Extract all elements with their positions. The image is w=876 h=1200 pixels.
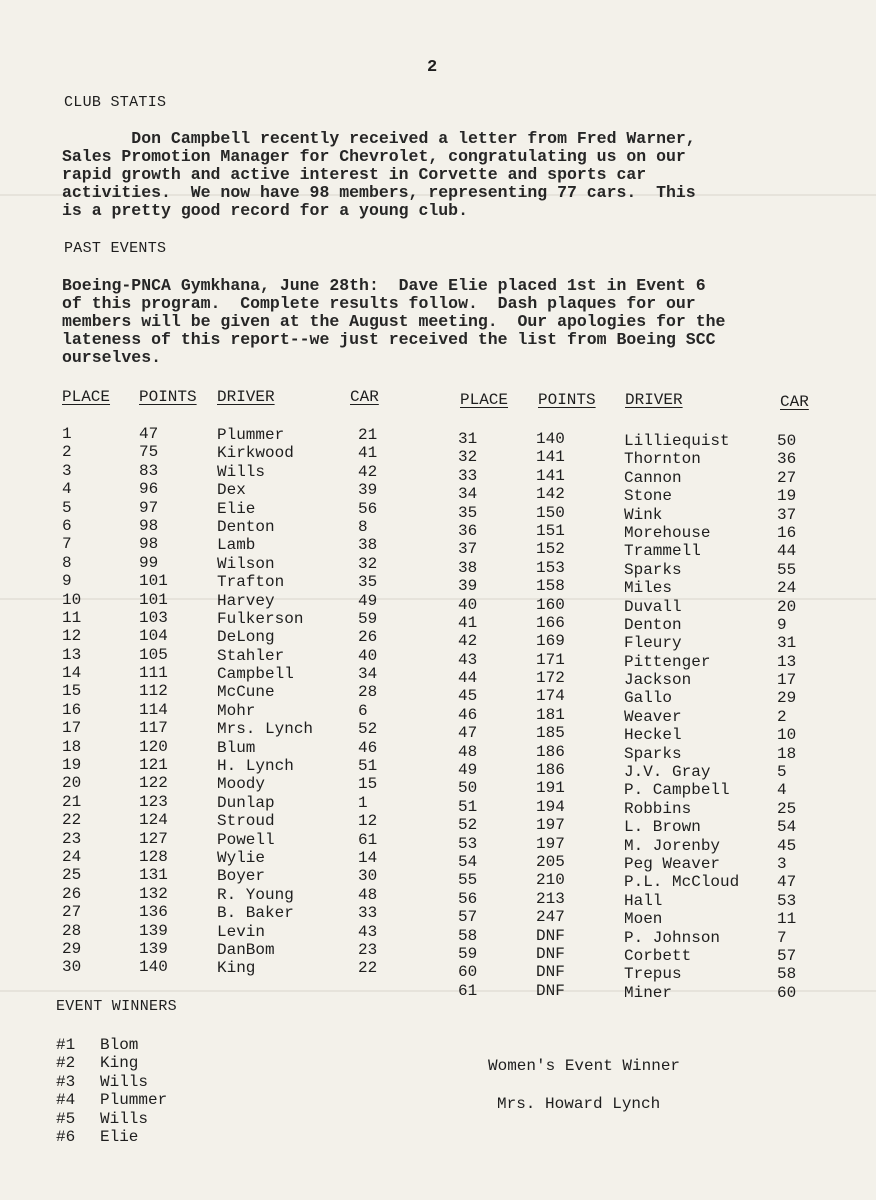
- past-events-paragraph: [62, 277, 725, 367]
- result-car: 55: [777, 560, 797, 579]
- paragraph-line: lateness of this report--we just received the list from Boeing SCC: [62, 330, 716, 349]
- result-driver: Boyer: [217, 867, 266, 886]
- result-points: 98: [139, 535, 159, 554]
- header-place: PLACE: [460, 391, 509, 409]
- result-place: 37: [458, 540, 478, 559]
- result-points: 205: [536, 852, 565, 871]
- result-driver: Denton: [624, 615, 682, 634]
- result-driver: Fleury: [624, 634, 682, 653]
- result-place: 61: [458, 981, 478, 1000]
- result-place: 60: [458, 963, 478, 982]
- result-driver: Moen: [624, 910, 663, 929]
- womens-event-title: Women's Event Winner: [488, 1057, 681, 1075]
- result-points: 112: [139, 682, 168, 701]
- result-points: 141: [536, 448, 565, 467]
- result-place: 2: [62, 443, 72, 462]
- result-car: 19: [777, 487, 797, 506]
- result-points: DNF: [536, 963, 565, 982]
- past-events-heading: PAST EVENTS: [64, 240, 167, 257]
- result-place: 32: [458, 448, 478, 467]
- event-winner-row: [56, 1091, 167, 1109]
- result-place: 28: [62, 921, 82, 940]
- result-place: 13: [62, 645, 82, 664]
- result-points: DNF: [536, 944, 565, 963]
- result-points: 139: [139, 939, 168, 958]
- result-driver: B. Baker: [217, 904, 294, 923]
- result-points: 142: [536, 485, 565, 504]
- event-winner-row: [56, 1128, 167, 1146]
- result-points: 194: [536, 797, 565, 816]
- event-number: #4: [56, 1091, 76, 1110]
- result-driver: Jackson: [624, 671, 692, 690]
- header-car: CAR: [350, 388, 379, 406]
- result-car: 46: [358, 738, 378, 757]
- result-driver: Trafton: [217, 573, 285, 592]
- result-points: 151: [536, 521, 565, 540]
- result-place: 34: [458, 485, 478, 504]
- page-number: 2: [427, 58, 438, 77]
- result-place: 30: [62, 958, 82, 977]
- event-winners-list: [56, 1036, 167, 1146]
- result-car: 8: [358, 517, 368, 536]
- result-car: 28: [358, 683, 378, 702]
- result-points: 117: [139, 719, 168, 738]
- result-points: 96: [139, 480, 159, 499]
- event-number: #3: [56, 1072, 76, 1091]
- result-driver: Miles: [624, 579, 673, 598]
- result-points: 191: [536, 779, 565, 798]
- result-place: 31: [458, 430, 478, 448]
- result-points: 47: [139, 425, 159, 443]
- result-place: 54: [458, 852, 478, 871]
- result-place: 50: [458, 779, 478, 798]
- result-place: 3: [62, 461, 72, 480]
- result-points: 247: [536, 908, 565, 927]
- result-driver: Cannon: [624, 468, 682, 487]
- result-place: 8: [62, 553, 72, 572]
- result-car: 43: [358, 922, 378, 941]
- result-car: 14: [358, 848, 378, 867]
- result-driver: P.L. McCloud: [624, 873, 740, 892]
- result-points: DNF: [536, 981, 565, 1000]
- right-place-column: [458, 430, 477, 1000]
- result-car: 47: [777, 873, 797, 892]
- result-car: 31: [777, 634, 797, 653]
- event-number: #6: [56, 1127, 76, 1146]
- result-points: 186: [536, 742, 565, 761]
- paragraph-line: members will be given at the August meeting. Our apologies for the: [62, 312, 726, 331]
- result-place: 9: [62, 572, 72, 591]
- result-driver: Hall: [624, 891, 663, 910]
- right-points-column: [536, 430, 565, 1000]
- event-winner-row: [56, 1054, 167, 1072]
- event-winner-row: [56, 1110, 167, 1128]
- result-place: 43: [458, 650, 478, 669]
- result-points: 128: [139, 847, 168, 866]
- result-place: 15: [62, 682, 82, 701]
- result-car: 18: [777, 744, 797, 763]
- result-points: 105: [139, 645, 168, 664]
- result-points: 123: [139, 792, 168, 811]
- result-points: 103: [139, 608, 168, 627]
- paragraph-line: ourselves.: [62, 348, 162, 367]
- result-driver: Stroud: [217, 812, 275, 831]
- result-points: 124: [139, 811, 168, 830]
- result-car: 22: [358, 959, 378, 978]
- result-place: 16: [62, 700, 82, 719]
- result-driver: Stahler: [217, 646, 285, 665]
- result-place: 56: [458, 889, 478, 908]
- result-place: 55: [458, 871, 478, 890]
- result-driver: Mrs. Lynch: [217, 720, 314, 739]
- result-car: 59: [358, 609, 378, 628]
- result-points: 166: [536, 613, 565, 632]
- result-points: 141: [536, 466, 565, 485]
- result-points: 139: [139, 921, 168, 940]
- result-car: 37: [777, 505, 797, 524]
- result-driver: Denton: [217, 517, 275, 536]
- result-car: 49: [358, 591, 378, 610]
- result-driver: King: [217, 959, 256, 978]
- result-place: 19: [62, 756, 82, 775]
- result-driver: Heckel: [624, 726, 682, 745]
- result-driver: Powell: [217, 830, 275, 849]
- womens-event-winner: Mrs. Howard Lynch: [497, 1095, 661, 1113]
- result-points: 171: [536, 650, 565, 669]
- result-car: 30: [358, 867, 378, 886]
- left-car-column: [358, 426, 377, 978]
- result-place: 7: [62, 535, 72, 554]
- result-driver: McCune: [217, 683, 275, 702]
- result-car: 16: [777, 523, 797, 542]
- result-points: 132: [139, 884, 168, 903]
- result-points: 158: [536, 577, 565, 596]
- result-points: 150: [536, 503, 565, 522]
- result-car: 29: [777, 689, 797, 708]
- result-car: 41: [358, 444, 378, 463]
- result-place: 42: [458, 632, 478, 651]
- result-driver: Campbell: [217, 665, 294, 684]
- result-car: 57: [777, 946, 797, 965]
- result-place: 48: [458, 742, 478, 761]
- result-place: 59: [458, 944, 478, 963]
- result-car: 52: [358, 720, 378, 739]
- result-points: 181: [536, 705, 565, 724]
- result-driver: Lilliequist: [624, 432, 730, 450]
- result-place: 44: [458, 669, 478, 688]
- result-driver: Sparks: [624, 744, 682, 763]
- result-driver: H. Lynch: [217, 757, 294, 776]
- header-points: POINTS: [139, 388, 197, 406]
- result-points: 99: [139, 553, 159, 572]
- result-driver: Trepus: [624, 965, 682, 984]
- result-points: 152: [536, 540, 565, 559]
- result-place: 41: [458, 613, 478, 632]
- result-points: 75: [139, 443, 159, 462]
- result-car: 42: [358, 462, 378, 481]
- result-points: 174: [536, 687, 565, 706]
- result-car: 24: [777, 579, 797, 598]
- result-points: 172: [536, 669, 565, 688]
- result-points: DNF: [536, 926, 565, 945]
- result-place: 12: [62, 627, 82, 646]
- result-driver: P. Campbell: [624, 781, 730, 800]
- result-driver: R. Young: [217, 885, 294, 904]
- result-place: 58: [458, 926, 478, 945]
- result-driver: Trammell: [624, 542, 701, 561]
- event-number: #2: [56, 1054, 76, 1073]
- result-car: 5: [777, 763, 787, 782]
- result-car: 2: [777, 707, 787, 726]
- result-car: 33: [358, 904, 378, 923]
- result-car: 58: [777, 965, 797, 984]
- result-place: 25: [62, 866, 82, 885]
- result-car: 12: [358, 812, 378, 831]
- result-driver: Fulkerson: [217, 609, 304, 628]
- result-place: 47: [458, 724, 478, 743]
- result-driver: Dex: [217, 481, 246, 500]
- result-points: 186: [536, 761, 565, 780]
- result-car: 53: [777, 891, 797, 910]
- result-points: 213: [536, 889, 565, 908]
- result-place: 18: [62, 737, 82, 756]
- event-number: #1: [56, 1036, 76, 1054]
- paper-fold-line: [0, 598, 876, 600]
- result-car: 60: [777, 983, 797, 1002]
- result-points: 104: [139, 627, 168, 646]
- result-place: 17: [62, 719, 82, 738]
- result-points: 83: [139, 461, 159, 480]
- event-winner-name: Wills: [100, 1072, 149, 1091]
- result-points: 140: [536, 430, 565, 448]
- result-car: 20: [777, 597, 797, 616]
- event-winner-name: Elie: [100, 1127, 139, 1146]
- result-place: 36: [458, 521, 478, 540]
- result-place: 40: [458, 595, 478, 614]
- result-car: 39: [358, 481, 378, 500]
- result-place: 27: [62, 903, 82, 922]
- result-car: 10: [777, 726, 797, 745]
- result-points: 97: [139, 498, 159, 517]
- right-car-column: [777, 432, 796, 1002]
- result-car: 34: [358, 665, 378, 684]
- result-driver: Wylie: [217, 848, 266, 867]
- result-car: 36: [777, 450, 797, 469]
- result-driver: Corbett: [624, 946, 692, 965]
- result-car: 3: [777, 854, 787, 873]
- result-car: 35: [358, 573, 378, 592]
- result-car: 1: [358, 793, 368, 812]
- result-place: 26: [62, 884, 82, 903]
- result-place: 1: [62, 425, 72, 443]
- event-winner-name: Wills: [100, 1109, 149, 1128]
- result-place: 5: [62, 498, 72, 517]
- result-points: 197: [536, 834, 565, 853]
- result-points: 121: [139, 756, 168, 775]
- result-points: 114: [139, 700, 168, 719]
- result-points: 111: [139, 664, 168, 683]
- event-winners-heading: EVENT WINNERS: [56, 998, 177, 1015]
- result-points: 101: [139, 572, 168, 591]
- result-driver: Stone: [624, 487, 673, 506]
- result-points: 120: [139, 737, 168, 756]
- result-car: 9: [777, 615, 787, 634]
- result-place: 6: [62, 516, 72, 535]
- result-points: 127: [139, 829, 168, 848]
- result-driver: Robbins: [624, 799, 692, 818]
- event-winner-name: Blom: [100, 1036, 139, 1054]
- result-driver: Lamb: [217, 536, 256, 555]
- result-place: 53: [458, 834, 478, 853]
- event-winner-row: [56, 1036, 167, 1054]
- result-points: 185: [536, 724, 565, 743]
- club-status-paragraph: [62, 130, 696, 220]
- result-car: 61: [358, 830, 378, 849]
- result-driver: Elie: [217, 499, 256, 518]
- result-place: 45: [458, 687, 478, 706]
- result-place: 23: [62, 829, 82, 848]
- result-points: 140: [139, 958, 168, 977]
- result-driver: Wink: [624, 505, 663, 524]
- result-driver: P. Johnson: [624, 928, 721, 947]
- left-place-column: [62, 425, 81, 977]
- result-place: 52: [458, 816, 478, 835]
- result-place: 22: [62, 811, 82, 830]
- result-car: 50: [777, 432, 797, 450]
- result-driver: DeLong: [217, 628, 275, 647]
- result-driver: Gallo: [624, 689, 673, 708]
- result-driver: Wilson: [217, 554, 275, 573]
- result-place: 21: [62, 792, 82, 811]
- result-driver: Kirkwood: [217, 444, 294, 463]
- result-place: 57: [458, 908, 478, 927]
- result-car: 6: [358, 701, 368, 720]
- result-points: 122: [139, 774, 168, 793]
- result-car: 51: [358, 757, 378, 776]
- result-place: 33: [458, 466, 478, 485]
- header-place: PLACE: [62, 388, 111, 406]
- result-driver: L. Brown: [624, 818, 701, 837]
- result-car: 4: [777, 781, 787, 800]
- result-driver: Blum: [217, 738, 256, 757]
- result-points: 101: [139, 590, 168, 609]
- result-car: 45: [777, 836, 797, 855]
- header-points: POINTS: [538, 391, 596, 409]
- paragraph-line: of this program. Complete results follow. Dash plaques for our: [62, 294, 696, 313]
- paragraph-line: Don Campbell recently received a letter from Fred Warner,: [62, 129, 696, 148]
- result-points: 136: [139, 903, 168, 922]
- result-points: 160: [536, 595, 565, 614]
- result-driver: M. Jorenby: [624, 836, 721, 855]
- result-car: 44: [777, 542, 797, 561]
- result-points: 197: [536, 816, 565, 835]
- result-car: 15: [358, 775, 378, 794]
- result-driver: Harvey: [217, 591, 275, 610]
- result-driver: J.V. Gray: [624, 763, 711, 782]
- result-car: 27: [777, 468, 797, 487]
- result-place: 46: [458, 705, 478, 724]
- result-place: 10: [62, 590, 82, 609]
- result-car: 54: [777, 818, 797, 837]
- result-driver: Pittenger: [624, 652, 711, 671]
- result-place: 11: [62, 608, 82, 627]
- result-car: 23: [358, 940, 378, 959]
- result-car: 11: [777, 910, 797, 929]
- paragraph-line: Boeing-PNCA Gymkhana, June 28th: Dave Elie placed 1st in Event 6: [62, 276, 706, 295]
- result-points: 131: [139, 866, 168, 885]
- club-status-heading: CLUB STATIS: [64, 94, 167, 111]
- result-driver: Morehouse: [624, 523, 711, 542]
- result-driver: Dunlap: [217, 793, 275, 812]
- result-driver: DanBom: [217, 940, 275, 959]
- result-car: 7: [777, 928, 787, 947]
- right-driver-column: [624, 432, 739, 1002]
- result-points: 169: [536, 632, 565, 651]
- result-car: 25: [777, 799, 797, 818]
- result-driver: Miner: [624, 983, 673, 1002]
- event-winner-name: King: [100, 1054, 139, 1073]
- result-place: 20: [62, 774, 82, 793]
- result-car: 32: [358, 554, 378, 573]
- result-place: 4: [62, 480, 72, 499]
- event-number: #5: [56, 1109, 76, 1128]
- event-winner-name: Plummer: [100, 1091, 168, 1110]
- result-driver: Thornton: [624, 450, 701, 469]
- result-driver: Mohr: [217, 701, 256, 720]
- result-points: 210: [536, 871, 565, 890]
- result-place: 51: [458, 797, 478, 816]
- result-driver: Sparks: [624, 560, 682, 579]
- result-car: 56: [358, 499, 378, 518]
- result-car: 48: [358, 885, 378, 904]
- paragraph-line: is a pretty good record for a young club.: [62, 201, 468, 220]
- paragraph-line: rapid growth and active interest in Corvette and sports car: [62, 165, 647, 184]
- result-place: 39: [458, 577, 478, 596]
- result-points: 98: [139, 516, 159, 535]
- result-place: 24: [62, 847, 82, 866]
- result-place: 29: [62, 939, 82, 958]
- header-driver: DRIVER: [217, 388, 275, 406]
- result-place: 38: [458, 558, 478, 577]
- header-driver: DRIVER: [625, 391, 683, 409]
- result-driver: Plummer: [217, 426, 285, 444]
- result-driver: Duvall: [624, 597, 682, 616]
- left-driver-column: [217, 426, 313, 978]
- result-car: 13: [777, 652, 797, 671]
- paragraph-line: Sales Promotion Manager for Chevrolet, congratulating us on our: [62, 147, 686, 166]
- result-car: 21: [358, 426, 378, 444]
- result-car: 38: [358, 536, 378, 555]
- left-points-column: [139, 425, 168, 977]
- result-place: 35: [458, 503, 478, 522]
- header-car: CAR: [780, 393, 809, 411]
- event-winner-row: [56, 1073, 167, 1091]
- result-car: 26: [358, 628, 378, 647]
- result-driver: Wills: [217, 462, 266, 481]
- result-driver: Weaver: [624, 707, 682, 726]
- result-driver: Levin: [217, 922, 266, 941]
- result-driver: Moody: [217, 775, 266, 794]
- paragraph-line: activities. We now have 98 members, representing 77 cars. This: [62, 183, 696, 202]
- result-car: 17: [777, 671, 797, 690]
- result-place: 14: [62, 664, 82, 683]
- result-car: 40: [358, 646, 378, 665]
- result-driver: Peg Weaver: [624, 854, 721, 873]
- result-place: 49: [458, 761, 478, 780]
- result-points: 153: [536, 558, 565, 577]
- paper-fold-line: [0, 990, 876, 992]
